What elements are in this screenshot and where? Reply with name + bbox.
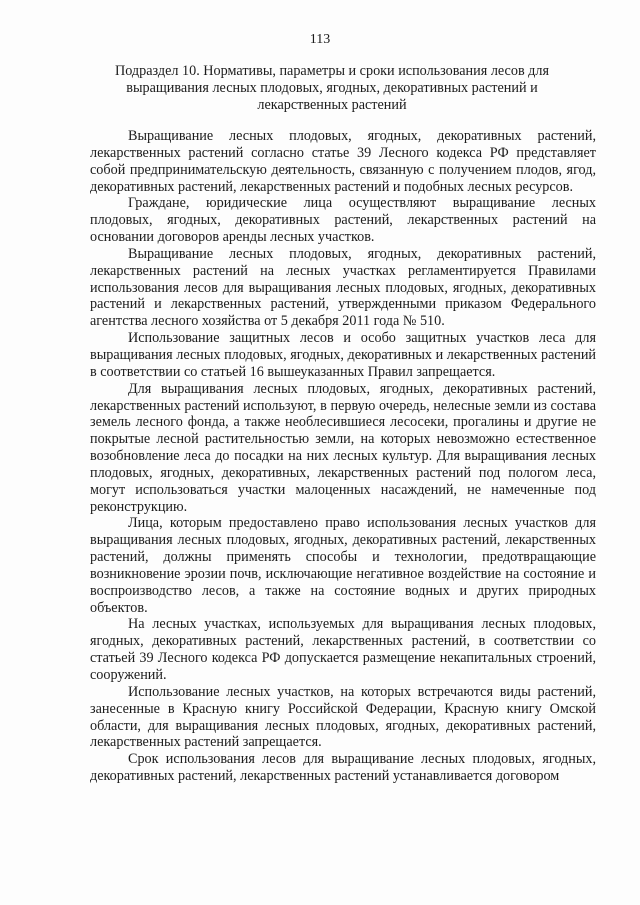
paragraph: Использование защитных лесов и особо защитных участков леса для выращивания лесных плодовых, ягодных, декоративных и лекарственных растений в соответствии со статьей 16 вышеуказанных Правил запрещается.: [90, 330, 596, 380]
paragraph: Выращивание лесных плодовых, ягодных, декоративных растений, лекарственных растений на лесных участках регламентируется Правилами использования лесов для выращивания лесных плодовых, ягодных, декоративных растений и лекарственных растений, утвержденными приказом Федерального агентства лесного хозяйства от 5 декабря 2011 года № 510.: [90, 245, 596, 330]
paragraph: Для выращивания лесных плодовых, ягодных, декоративных растений, лекарственных растений используют, в первую очередь, нелесные земли из состава земель лесного фонда, а также необлесившиеся лесосеки, прогалины и другие не покрытые лесной растительностью земли, на которых невозможно естественное возобновление леса до посадки на них лесных культур. Для выращивания лесных плодовых, ягодных, декоративных, лекарственных растений под пологом леса, могут использоваться участки малоценных насаждений, не намеченные под реконструкцию.: [90, 380, 596, 515]
paragraph: Использование лесных участков, на которых встречаются виды растений, занесенные в Красную книгу Российской Федерации, Красную книгу Омской области, для выращивания лесных плодовых, ягодных, декоративных растений, лекарственных растений запрещается.: [90, 683, 596, 751]
paragraph: Лица, которым предоставлено право использования лесных участков для выращивания лесных плодовых, ягодных, декоративных растений, лекарственных растений, должны применять способы и технологии, предотвращающие возникновение эрозии почв, исключающие негативное воздействие на состояние и воспроизводство лесов, а также на состояние водных и других природных объектов.: [90, 515, 596, 616]
page-number: 113: [309, 32, 331, 47]
paragraph: Срок использования лесов для выращивание лесных плодовых, ягодных, декоративных растений, лекарственных растений устанавливается договором: [90, 751, 596, 785]
section-heading: Подраздел 10. Нормативы, параметры и сроки использования лесов для выращивания лесных плодовых, ягодных, декоративных растений и лекарственных растений: [114, 63, 550, 113]
paragraph: Граждане, юридические лица осуществляют выращивание лесных плодовых, ягодных, декоративных растений, лекарственных растений на основании договоров аренды лесных участков.: [90, 195, 596, 246]
document-body: [90, 128, 596, 785]
paragraph: На лесных участках, используемых для выращивания лесных плодовых, ягодных, декоративных растений, лекарственных растений, в соответствии со статьей 39 Лесного кодекса РФ допускается размещение некапитальных строений, сооружений.: [90, 616, 596, 683]
paragraph: Выращивание лесных плодовых, ягодных, декоративных растений, лекарственных растений согласно статье 39 Лесного кодекса РФ представляет собой предпринимательскую деятельность, связанную с получением плодов, ягод, декоративных растений, лекарственных растений и подобных лесных ресурсов.: [90, 128, 596, 195]
